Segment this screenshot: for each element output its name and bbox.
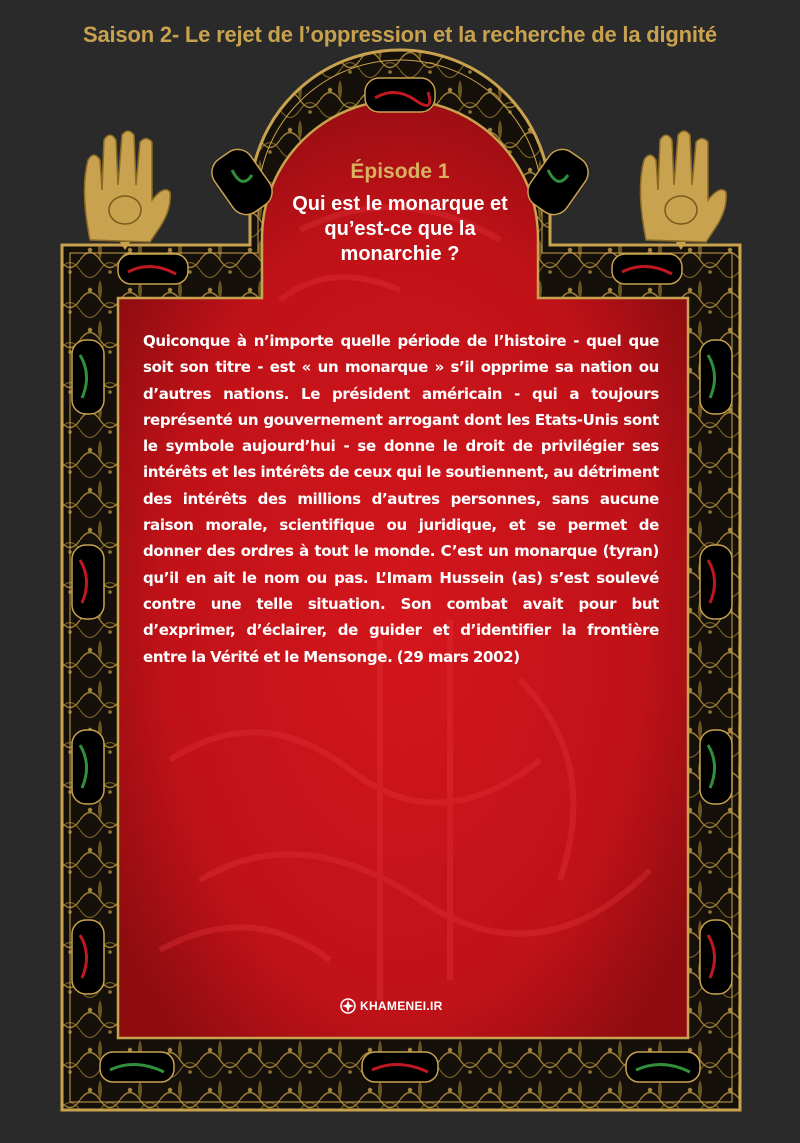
hamsa-left-icon <box>84 131 170 250</box>
cartouche-right-2-icon <box>700 545 732 619</box>
cartouche-bottom-left-icon <box>100 1052 174 1082</box>
hamsa-right-icon <box>640 131 726 250</box>
cartouche-left-3-icon <box>72 730 104 804</box>
logo-text: KHAMENEI.IR <box>360 999 443 1013</box>
quote-text: Quiconque à n’importe quelle période de l’histoire - quel que soit son titre - est « un monarque » s’il opprime sa nation ou d’autres nations. Le président américain - qui a toujours représenté un gouvernement arrogant dont les Etats-Unis sont le symbole aujourd’hui - se donne le droit de privilégier ses intérêts et les intérêts de ceux qui le soutiennent, au détriment des intérêts des millions d’autres personnes, sans aucune raison morale, scientifique ou juridique, et se permet de donner des ordres à tout le monde. C’est un monarque (tyran) qu’il en ait le nom ou pas. L’Imam Hussein (as) s’est soulevé contre une telle situation. Son combat avait pour but d’exprimer, d’éclairer, de guider et d’identifier la frontière entre la Vérité et le Mensonge. (29 mars 2002) <box>143 332 659 666</box>
episode-title-line: Qui est le monarque et <box>292 193 508 215</box>
cartouche-top-center-icon <box>365 78 435 112</box>
episode-title-line: qu’est-ce que la <box>324 218 476 240</box>
cartouche-bottom-right-icon <box>626 1052 700 1082</box>
cartouche-right-4-icon <box>700 920 732 994</box>
cartouche-shoulder-left-icon <box>118 254 188 284</box>
cartouche-right-3-icon <box>700 730 732 804</box>
cartouche-shoulder-right-icon <box>612 254 682 284</box>
header-title: Saison 2- Le rejet de l’oppression et la recherche de la dignité <box>83 22 717 47</box>
khamenei-logo <box>340 998 443 1014</box>
cartouche-right-1-icon <box>700 340 732 414</box>
episode-title <box>270 192 530 267</box>
cartouche-left-2-icon <box>72 545 104 619</box>
episode-title-line: monarchie ? <box>340 243 460 265</box>
cartouche-left-1-icon <box>72 340 104 414</box>
logo-emblem-icon <box>340 998 356 1014</box>
cartouche-bottom-center-icon <box>362 1052 438 1082</box>
episode-label: Épisode 1 <box>350 160 450 183</box>
cartouche-left-4-icon <box>72 920 104 994</box>
